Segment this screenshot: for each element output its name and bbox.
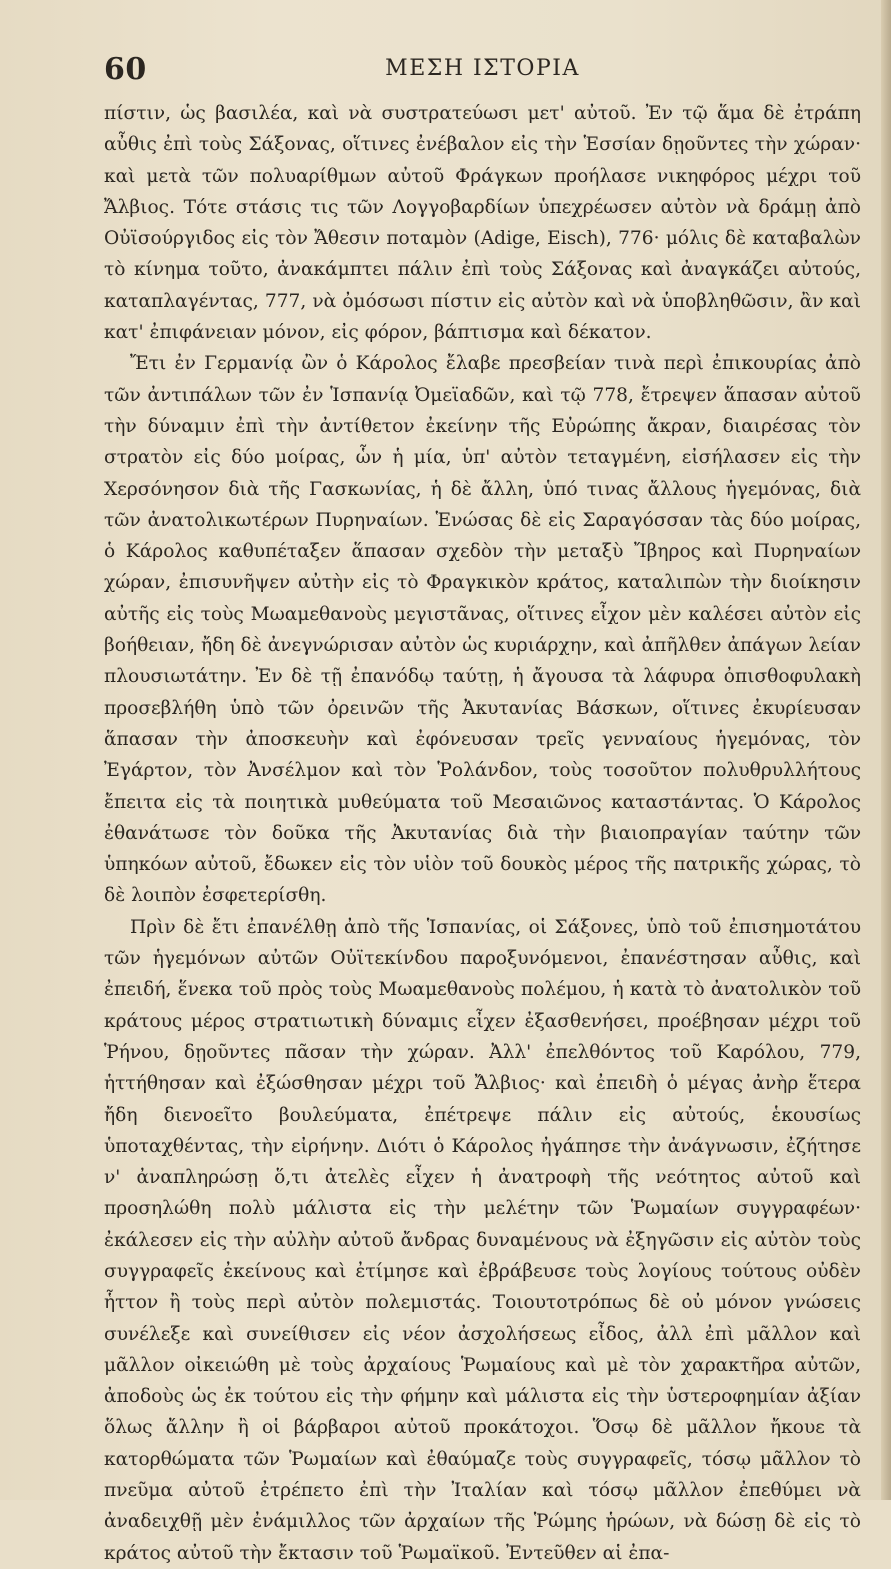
body-text [104,98,861,1569]
paragraph: Πρὶν δὲ ἔτι ἐπανέλθῃ ἀπὸ τῆς Ἱσπανίας, οἱ Σάξονες, ὑπὸ τοῦ ἐπισημοτάτου τῶν ἡγεμόνων αὐτῶν Οὐϊτεκίνδου παροξυνόμενοι, ἐπανέστησαν αὖθις, καὶ ἐπειδή, ἕνεκα τοῦ πρὸς τοὺς Μωαμεθανοὺς πολέμου, ἡ κατὰ τὸ ἀνατολικὸν τοῦ κράτους μέρος στρατιωτικὴ δύναμις εἶχεν ἐξασθενήσει, προέβησαν μέχρι τοῦ Ῥήνου, δῃοῦντες πᾶσαν τὴν χώραν. Ἀλλ' ἐπελθόντος τοῦ Καρόλου, 779, ἡττήθησαν καὶ ἐξώσθησαν μέχρι τοῦ Ἄλβιος· καὶ ἐπειδὴ ὁ μέγας ἀνὴρ ἕτερα ἤδη διενοεῖτο βουλεύματα, ἐπέτρεψε πάλιν εἰς αὐτούς, ἑκουσίως ὑποταχθέντας, τὴν εἰρήνην. Διότι ὁ Κάρολος ἠγάπησε τὴν ἀνάγνωσιν, ἐζήτησε ν' ἀναπληρώσῃ ὅ,τι ἀτελὲς εἶχεν ἡ ἀνατροφὴ τῆς νεότητος αὐτοῦ καὶ προσηλώθη πολὺ μάλιστα εἰς τὴν μελέτην τῶν Ῥωμαίων συγγραφέων· ἐκάλεσεν εἰς τὴν αὐλὴν αὐτοῦ ἄνδρας δυναμένους νὰ ἐξηγῶσιν εἰς αὐτὸν τοὺς συγγραφεῖς ἐκείνους καὶ ἐτίμησε καὶ ἐβράβευσε τοὺς λογίους τούτους οὐδὲν ἧττον ἢ τοὺς περὶ αὐτὸν πολεμιστάς. Τοιουτοτρόπως δὲ οὐ μόνον γνώσεις συνέλεξε καὶ συνείθισεν εἰς νέον ἀσχολήσεως εἶδος, ἀλλ ἐπὶ μᾶλλον καὶ μᾶλλον οἰκειώθη μὲ τοὺς ἀρχαίους Ῥωμαίους καὶ μὲ τὸν χαρακτῆρα αὐτῶν, ἀποδοὺς ὡς ἐκ τούτου εἰς τὴν φήμην καὶ μάλιστα εἰς τὴν ὑστεροφημίαν ἀξίαν ὅλως ἄλλην ἢ οἱ βάρβαροι αὐτοῦ προκάτοχοι. Ὅσῳ δὲ μᾶλλον ἤκουε τὰ κατορθώματα τῶν Ῥωμαίων καὶ ἐθαύμαζε τοὺς συγγραφεῖς, τόσῳ μᾶλλον τὸ πνεῦμα αὐτοῦ ἐτρέπετο ἐπὶ τὴν Ἰταλίαν καὶ τόσῳ μᾶλλον ἐπεθύμει νὰ ἀναδειχθῇ μὲν ἐνάμιλλος τῶν ἀρχαίων τῆς Ῥώμης ἡρώων, νὰ δώσῃ δὲ εἰς τὸ κράτος αὐτοῦ τὴν ἔκτασιν τοῦ Ῥωμαϊκοῦ. Ἐντεῦθεν αἱ ἐπα- [104,916,861,1564]
page-edge [881,0,891,1500]
page-title: ΜΕΣΗ ΙΣΤΟΡΙΑ [385,56,580,81]
paragraph: Ἔτι ἐν Γερμανίᾳ ὢν ὁ Κάρολος ἔλαβε πρεσβείαν τινὰ περὶ ἐπικουρίας ἀπὸ τῶν ἀντιπάλων τῶν ἐν Ἱσπανίᾳ Ὀμεϊαδῶν, καὶ τῷ 778, ἔτρεψεν ἅπασαν αὐτοῦ τὴν δύναμιν ἐπὶ τὴν ἀντίθετον ἐκείνην τῆς Εὐρώπης ἄκραν, διαιρέσας τὸν στρατὸν εἰς δύο μοίρας, ὧν ἡ μία, ὑπ' αὐτὸν τεταγμένη, εἰσήλασεν εἰς τὴν Χερσόνησον διὰ τῆς Γασκωνίας, ἡ δὲ ἄλλη, ὑπό τινας ἄλλους ἡγεμόνας, διὰ τῶν ἀνατολικωτέρων Πυρηναίων. Ἑνώσας δὲ εἰς Σαραγόσσαν τὰς δύο μοίρας, ὁ Κάρολος καθυπέταξεν ἅπασαν σχεδὸν τὴν μεταξὺ Ἴβηρος καὶ Πυρηναίων χώραν, ἐπισυνῆψεν αὐτὴν εἰς τὸ Φραγκικὸν κράτος, καταλιπὼν τὴν διοίκησιν αὐτῆς εἰς τοὺς Μωαμεθανοὺς μεγιστᾶνας, οἵτινες εἶχον μὲν καλέσει αὐτὸν εἰς βοήθειαν, ἤδη δὲ ἀνεγνώρισαν αὐτὸν ὡς κυριάρχην, καὶ ἀπῆλθεν ἀπάγων λείαν πλουσιωτάτην. Ἐν δὲ τῇ ἐπανόδῳ ταύτῃ, ἡ ἄγουσα τὰ λάφυρα ὀπισθοφυλακὴ προσεβλήθη ὑπὸ τῶν ὀρεινῶν τῆς Ἀκυτανίας Βάσκων, οἵτινες ἐκυρίευσαν ἅπασαν τὴν ἀποσκευὴν καὶ ἐφόνευσαν τρεῖς γενναίους ἡγεμόνας, τὸν Ἐγάρτον, τὸν Ἀνσέλμον καὶ τὸν Ῥολάνδον, τοὺς τοσοῦτον πολυθρυλλήτους ἔπειτα εἰς τὰ ποιητικὰ μυθεύματα τοῦ Μεσαιῶνος καταστάντας. Ὁ Κάρολος ἐθανάτωσε τὸν δοῦκα τῆς Ἀκυτανίας διὰ τὴν βιαιοπραγίαν ταύτην τῶν ὑπηκόων αὐτοῦ, ἔδωκεν εἰς τὸν υἱὸν τοῦ δουκὸς μέρος τῆς πατρικῆς χώρας, τὸ δὲ λοιπὸν ἐσφετερίσθη. [104,353,861,907]
page-number: 60 [104,52,147,87]
running-head [104,52,861,92]
paragraph-continuation: πίστιν, ὡς βασιλέα, καὶ νὰ συστρατεύωσι μετ' αὐτοῦ. Ἐν τῷ ἅμα δὲ ἐτράπη αὖθις ἐπὶ τοὺς Σάξονας, οἵτινες ἐνέβαλον εἰς τὴν Ἑσσίαν δῃοῦντες τὴν χώραν· καὶ μετὰ τῶν πολυαρίθμων αὐτοῦ Φράγκων προήλασε νικηφόρος μέχρι τοῦ Ἄλβιος. Τότε στάσις τις τῶν Λογγοβαρδίων ὑπεχρέωσεν αὐτὸν νὰ δράμῃ ἀπὸ Οὐϊσούργιδος εἰς τὸν Ἄθεσιν ποταμὸν (Adige, Eisch), 776· μόλις δὲ καταβαλὼν τὸ κίνημα τοῦτο, ἀνακάμπτει πάλιν ἐπὶ τοὺς Σάξονας καὶ ἀναγκάζει αὐτούς, καταπλαγέντας, 777, νὰ ὀμόσωσι πίστιν εἰς αὐτὸν καὶ νὰ ὑποβληθῶσιν, ἂν καὶ κατ' ἐπιφάνειαν μόνον, εἰς φόρον, βάπτισμα καὶ δέκατον. [104,103,861,344]
